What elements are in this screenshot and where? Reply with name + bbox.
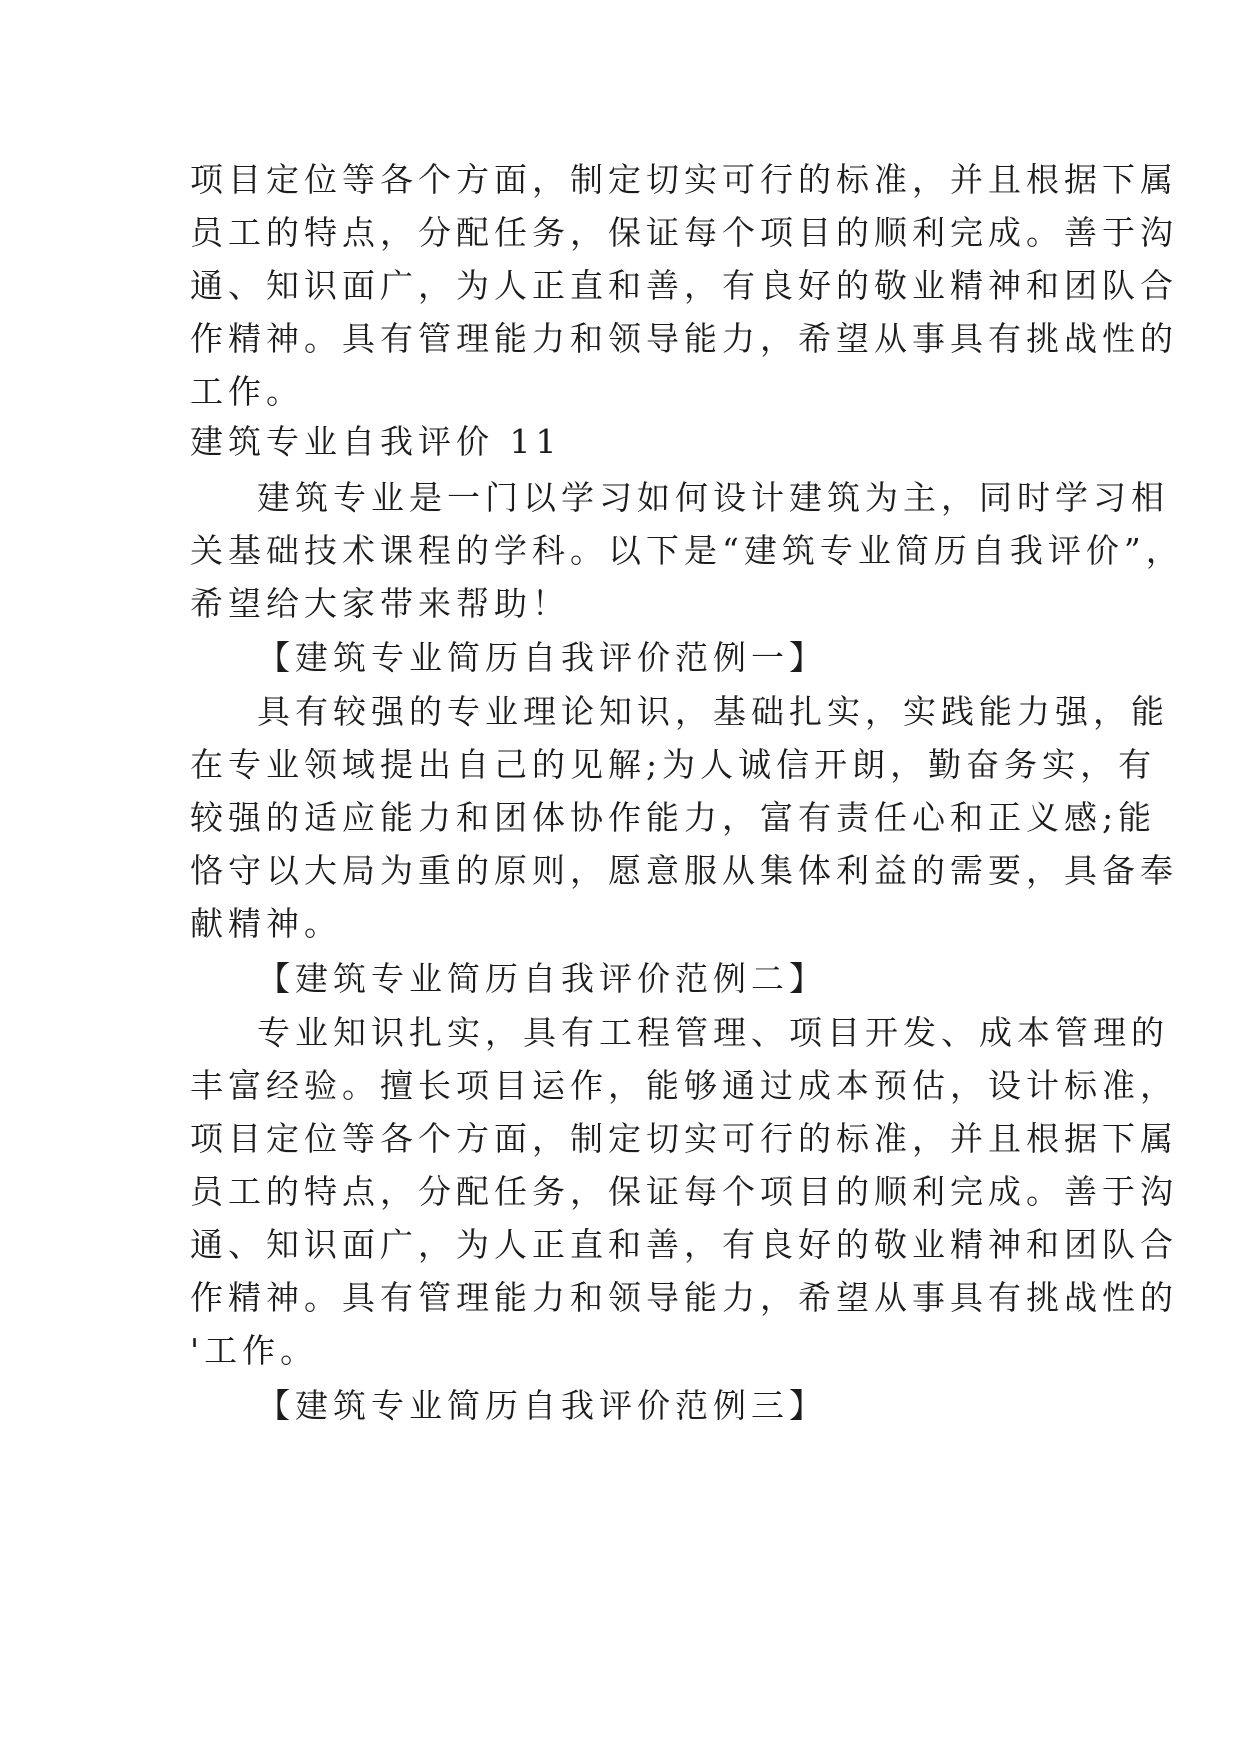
example-heading: 【建筑专业简历自我评价范例一】 (257, 638, 827, 677)
paragraph-line: 恪守以大局为重的原则，愿意服从集体利益的需要，具备奉 (190, 851, 1178, 890)
paragraph-line: 通、知识面广，为人正直和善，有良好的敬业精神和团队合 (190, 1225, 1178, 1264)
paragraph-line: 作精神。具有管理能力和领导能力，希望从事具有挑战性的 (190, 1278, 1178, 1317)
section-title: 建筑专业自我评价 11 (190, 422, 562, 461)
paragraph-line: 作精神。具有管理能力和领导能力，希望从事具有挑战性的 (190, 319, 1178, 358)
paragraph-line: 希望给大家带来帮助！ (190, 584, 570, 623)
example-heading: 【建筑专业简历自我评价范例二】 (257, 959, 827, 998)
paragraph-line: 专业知识扎实，具有工程管理、项目开发、成本管理的 (257, 1013, 1169, 1052)
paragraph-line: 员工的特点，分配任务，保证每个项目的顺利完成。善于沟 (190, 1172, 1178, 1211)
paragraph-line: 献精神。 (190, 904, 342, 943)
paragraph-line: 员工的特点，分配任务，保证每个项目的顺利完成。善于沟 (190, 213, 1178, 252)
paragraph-line: 在专业领域提出自己的见解;为人诚信开朗，勤奋务实，有 (190, 745, 1157, 784)
paragraph-line: 较强的适应能力和团体协作能力，富有责任心和正义感;能 (190, 798, 1157, 837)
paragraph-line: 项目定位等各个方面，制定切实可行的标准，并且根据下属 (190, 1119, 1178, 1158)
paragraph-line: 关基础技术课程的学科。以下是“建筑专业简历自我评价”， (190, 531, 1184, 570)
paragraph-line: 建筑专业是一门以学习如何设计建筑为主，同时学习相 (257, 478, 1169, 517)
paragraph-line: 项目定位等各个方面，制定切实可行的标准，并且根据下属 (190, 160, 1178, 199)
example-heading: 【建筑专业简历自我评价范例三】 (257, 1386, 827, 1425)
paragraph-line: 工作。 (190, 372, 304, 411)
paragraph-line: 具有较强的专业理论知识，基础扎实，实践能力强，能 (257, 692, 1169, 731)
paragraph-line: '工作。 (190, 1331, 319, 1370)
paragraph-line: 丰富经验。擅长项目运作，能够通过成本预估，设计标准， (190, 1066, 1178, 1105)
paragraph-line: 通、知识面广，为人正直和善，有良好的敬业精神和团队合 (190, 266, 1178, 305)
